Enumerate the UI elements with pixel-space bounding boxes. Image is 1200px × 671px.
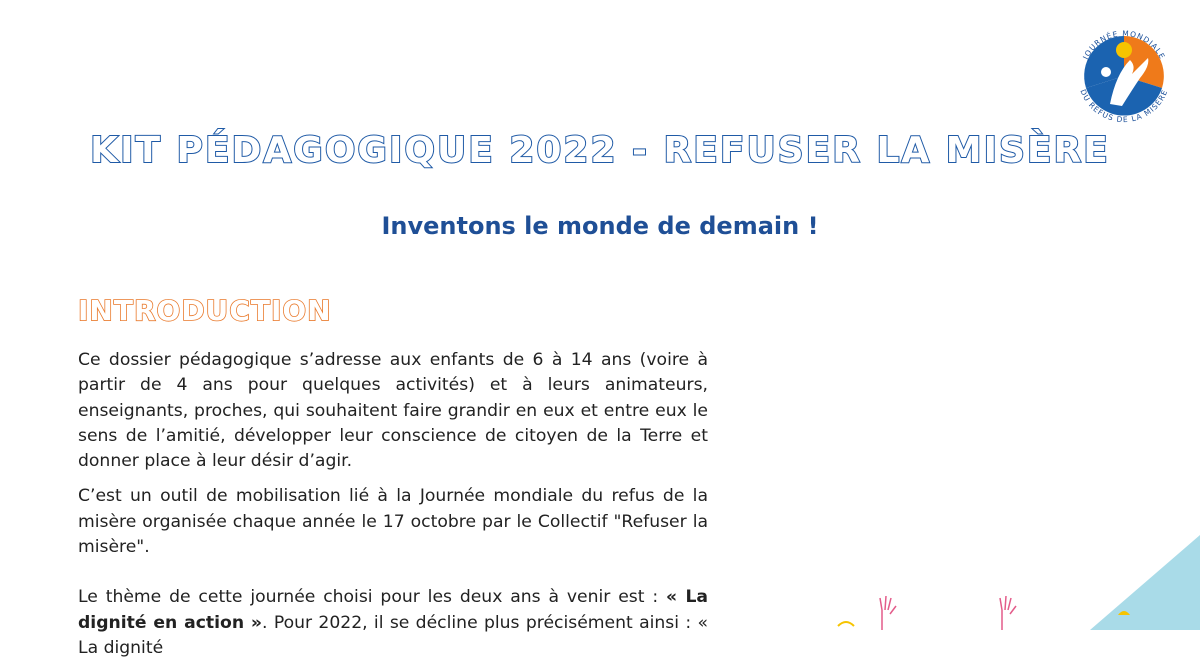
corner-decoration-icon	[1060, 535, 1200, 630]
section-title: INTRODUCTION	[78, 294, 332, 327]
raised-hands-illustration-icon	[820, 590, 1060, 630]
intro-body	[78, 348, 708, 671]
paragraph-3-end: . Pour 2022, il se décline plus précisément ainsi : « La dignité	[78, 612, 708, 658]
logo-text-bottom: DU REFUS DE LA MISÈRE	[1078, 87, 1170, 125]
paragraph-3-start: Le thème de cette journée choisi pour les deux ans à venir est :	[78, 587, 666, 608]
world-day-logo-icon	[1062, 14, 1186, 138]
intro-paragraph-3	[78, 585, 708, 661]
intro-paragraph-1: Ce dossier pédagogique s’adresse aux enfants de 6 à 14 ans (voire à partir de 4 ans pour quelques activités) et à leurs animateurs, enseignants, proches, qui souhaitent faire grandir en eux et entre eux le sens de l’amitié, développer leur conscience de citoyen de la Terre et donner place à leur désir d’agir.	[78, 350, 708, 472]
paragraph-3-emphasis: « La dignité en action »	[78, 587, 708, 633]
page-title: KIT PÉDAGOGIQUE 2022 - REFUSER LA MISÈRE	[90, 130, 1110, 171]
page-subtitle: Inventons le monde de demain !	[381, 212, 819, 240]
intro-paragraph-2: C’est un outil de mobilisation lié à la Journée mondiale du refus de la misère organisée chaque année le 17 octobre par le Collectif "Refuser la misère".	[78, 486, 708, 558]
logo-text-top: JOURNÉE MONDIALE	[1081, 28, 1167, 61]
